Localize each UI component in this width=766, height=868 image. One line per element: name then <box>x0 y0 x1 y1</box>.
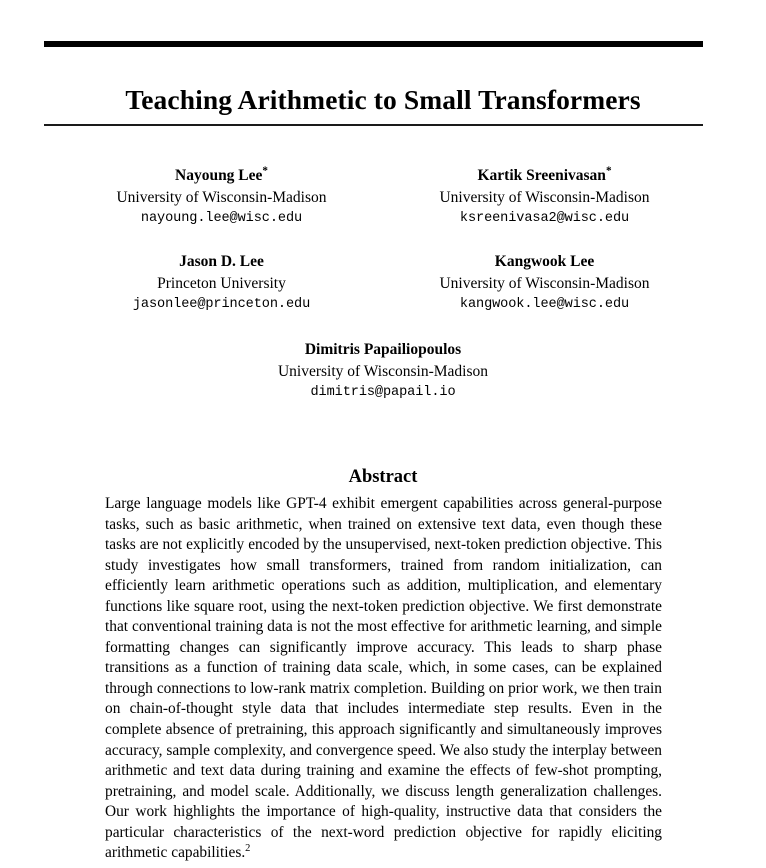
author-name-text: Dimitris Papailiopoulos <box>304 340 462 358</box>
title-rule-top <box>44 41 703 47</box>
author-entry <box>60 252 383 315</box>
abstract-paragraph <box>105 494 662 864</box>
author-name <box>60 252 383 273</box>
author-email[interactable]: jasonlee@princeton.edu <box>132 297 311 313</box>
title-rule-bottom <box>44 124 703 126</box>
author-name-text: Kartik Sreenivasan <box>477 167 606 184</box>
author-entry <box>60 166 383 229</box>
author-name-text: Kangwook Lee <box>494 253 595 271</box>
author-name <box>60 340 706 361</box>
author-email[interactable]: nayoung.lee@wisc.edu <box>140 210 303 226</box>
author-email[interactable]: kangwook.lee@wisc.edu <box>459 297 630 313</box>
abstract-body <box>105 494 662 864</box>
author-entry <box>60 340 706 403</box>
abstract-text: Large language models like GPT-4 exhibit emergent capabilities across general-purpose tasks, such as basic arithmetic, when trained on extensive text data, even though these tasks are not explicitly encoded by the unsupervised, next-token prediction objective. This study investigates how small transformers, trained from random initialization, can efficiently learn arithmetic operations such as addition, multiplication, and elementary functions like square root, using the next-token prediction objective. We first demonstrate that conventional training data is not the most effective for arithmetic learning, and simple formatting changes can significantly improve accuracy. This leads to sharp phase transitions as a function of training data scale, which, in some cases, can be explained through connections to low-rank matrix completion. Building on prior work, we then train on chain-of-thought style data that includes intermediate step results. Even in the complete absence of pretraining, this approach significantly and simultaneously improves accuracy, sample complexity, and convergence speed. We also study the interplay between arithmetic and text data during training and examine the effects of few-shot prompting, pretraining, and model scale. Additionally, we discuss length generalization challenges. Our work highlights the importance of high-quality, instructive data that considers the particular characteristics of the next-word prediction objective for rapidly eliciting arithmetic capabilities. <box>105 495 662 862</box>
author-row <box>60 166 706 229</box>
author-affiliation: University of Wisconsin-Madison <box>277 362 489 380</box>
author-affiliation: University of Wisconsin-Madison <box>439 188 650 206</box>
page-title: Teaching Arithmetic to Small Transformers <box>125 84 641 116</box>
author-entry <box>383 252 706 315</box>
author-row <box>60 252 706 315</box>
author-entry <box>383 166 706 229</box>
author-block <box>60 166 706 403</box>
author-affiliation-marker: * <box>605 164 612 177</box>
author-name <box>60 166 383 187</box>
abstract-heading: Abstract <box>348 467 418 488</box>
author-name <box>383 252 706 273</box>
author-affiliation: University of Wisconsin-Madison <box>116 188 327 206</box>
author-email[interactable]: dimitris@papail.io <box>310 384 456 400</box>
author-name <box>383 166 706 187</box>
author-name-text: Nayoung Lee <box>175 167 263 184</box>
author-name-text: Jason D. Lee <box>179 253 264 271</box>
author-affiliation: University of Wisconsin-Madison <box>439 275 650 293</box>
author-email[interactable]: ksreenivasa2@wisc.edu <box>459 210 630 226</box>
author-affiliation-marker: * <box>262 164 268 177</box>
author-affiliation: Princeton University <box>157 275 286 293</box>
author-row <box>60 340 706 403</box>
abstract-footnote-marker: 2 <box>245 843 251 855</box>
